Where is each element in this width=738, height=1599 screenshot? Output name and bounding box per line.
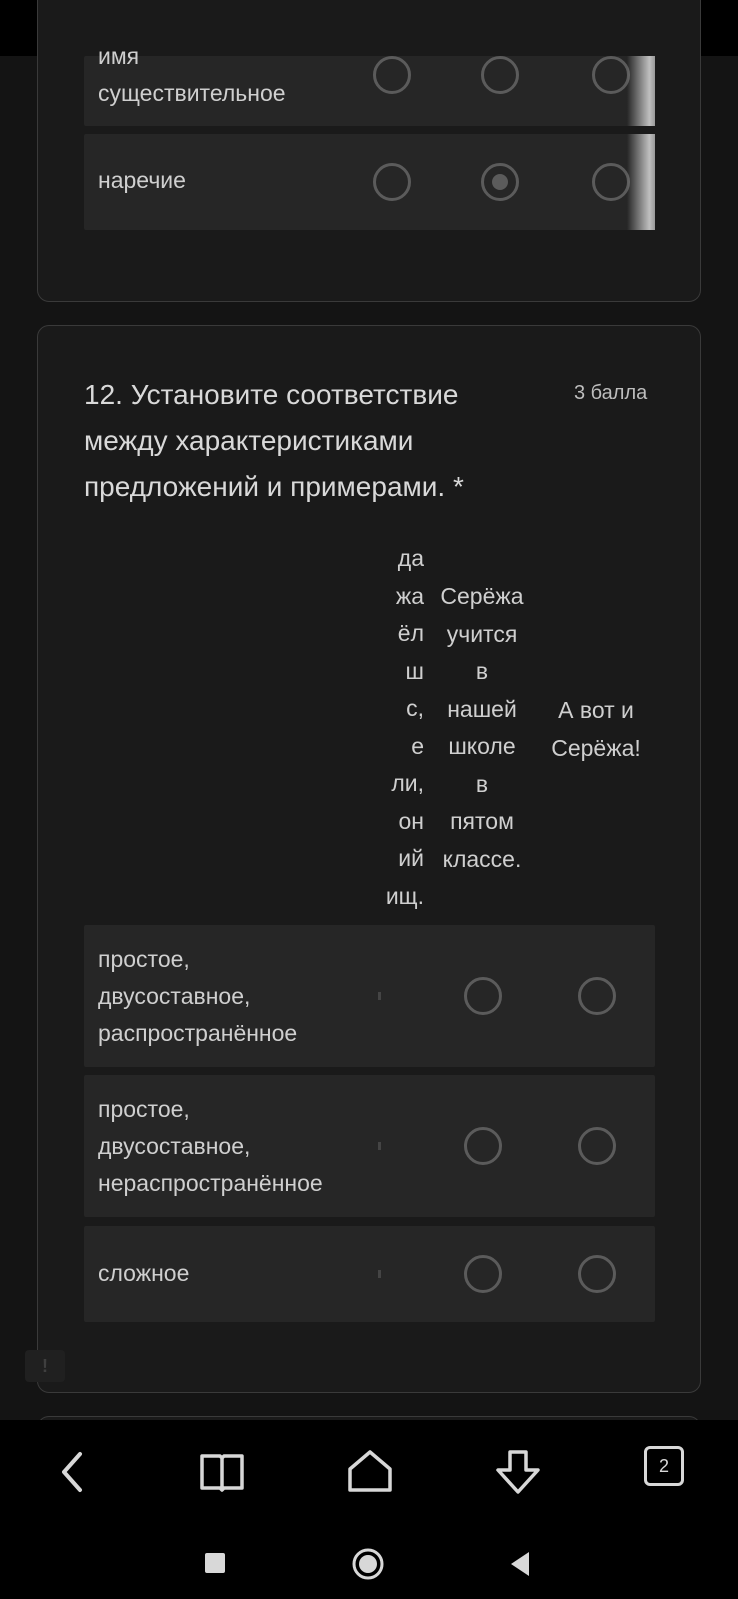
row-label-line: существительное [98, 80, 286, 106]
system-nav-bar [0, 1540, 738, 1599]
row-label [98, 1255, 189, 1292]
row-label-line: простое, [98, 946, 190, 972]
column-header-line: в [475, 770, 489, 797]
grid-row [84, 1075, 655, 1217]
column-header-clipped [378, 540, 424, 920]
radio-option[interactable] [578, 1255, 616, 1293]
row-label-line: сложное [98, 1260, 190, 1286]
feedback-badge[interactable]: ! [25, 1350, 65, 1382]
row-label [98, 38, 286, 112]
tabs-icon[interactable] [644, 1446, 684, 1486]
row-label: наречие [98, 167, 186, 193]
grid-row [84, 925, 655, 1067]
clipped-radio-edge [378, 1142, 381, 1150]
clipped-radio-edge [378, 992, 381, 1000]
column-header-line: школе [448, 733, 516, 759]
radio-option[interactable] [373, 56, 411, 94]
radio-option[interactable] [592, 163, 630, 201]
column-header-line: он [398, 807, 424, 834]
row-label-line: двусоставное, [98, 1133, 251, 1159]
row-label-line: нераспространённое [98, 1170, 323, 1196]
question-points: 3 балла [574, 382, 648, 404]
column-header-line: классе. [442, 845, 522, 872]
radio-option[interactable] [373, 163, 411, 201]
column-header [424, 578, 540, 878]
tabs-count: 2 [658, 1456, 669, 1476]
row-label [98, 1091, 323, 1202]
row-label-line: имя [98, 43, 140, 69]
question-title-line: предложений и примерами. * [84, 471, 464, 502]
bookmarks-icon[interactable] [192, 1442, 252, 1502]
row-label [98, 941, 297, 1052]
radio-option[interactable] [592, 56, 630, 94]
column-header-line: да [397, 545, 424, 571]
grid-row [84, 43, 655, 126]
column-header-line: нашей [447, 695, 517, 722]
clipped-radio-edge [378, 1270, 381, 1278]
column-header-line: учится [446, 620, 518, 647]
column-header-line: ий [398, 845, 424, 871]
column-header-line: ищ. [385, 882, 424, 909]
column-header-line: в [475, 658, 489, 684]
question-title-line: 12. Установите соответствие [84, 379, 459, 410]
radio-option[interactable] [578, 977, 616, 1015]
question-title [84, 372, 544, 510]
question-title-line: между характеристиками [84, 425, 414, 456]
column-header [540, 692, 652, 767]
column-header-line: ёл [397, 620, 424, 646]
scroll-fade [627, 134, 655, 230]
column-header-line: ли, [391, 770, 424, 796]
column-header-line: с, [406, 695, 424, 721]
column-header-line: Серёжа [440, 583, 524, 609]
column-header-line: е [411, 732, 424, 759]
back-icon[interactable] [44, 1442, 104, 1502]
recents-icon[interactable] [203, 1551, 227, 1575]
downloads-icon[interactable] [488, 1442, 548, 1502]
radio-option[interactable] [464, 1127, 502, 1165]
row-label-line: двусоставное, [98, 983, 251, 1009]
scroll-fade [627, 56, 655, 126]
column-header-line: ш [405, 657, 424, 684]
browser-bottom-bar [0, 1420, 738, 1540]
radio-option-selected[interactable] [481, 163, 519, 201]
home-icon[interactable] [340, 1442, 400, 1502]
row-label-line: распространённое [98, 1020, 298, 1046]
column-header-line: пятом [450, 808, 514, 834]
back-triangle-icon[interactable] [507, 1550, 533, 1578]
column-header-line: жа [395, 582, 424, 609]
radio-option[interactable] [464, 977, 502, 1015]
radio-option[interactable] [464, 1255, 502, 1293]
home-circle-icon[interactable] [351, 1547, 385, 1581]
row-label-line: простое, [98, 1096, 190, 1122]
radio-option[interactable] [578, 1127, 616, 1165]
column-header-line: Серёжа! [551, 734, 641, 761]
column-header-line: А вот и [558, 697, 634, 723]
radio-option[interactable] [481, 56, 519, 94]
column-header-text [378, 540, 424, 915]
grid-row [84, 1226, 655, 1322]
grid-row [84, 134, 655, 230]
